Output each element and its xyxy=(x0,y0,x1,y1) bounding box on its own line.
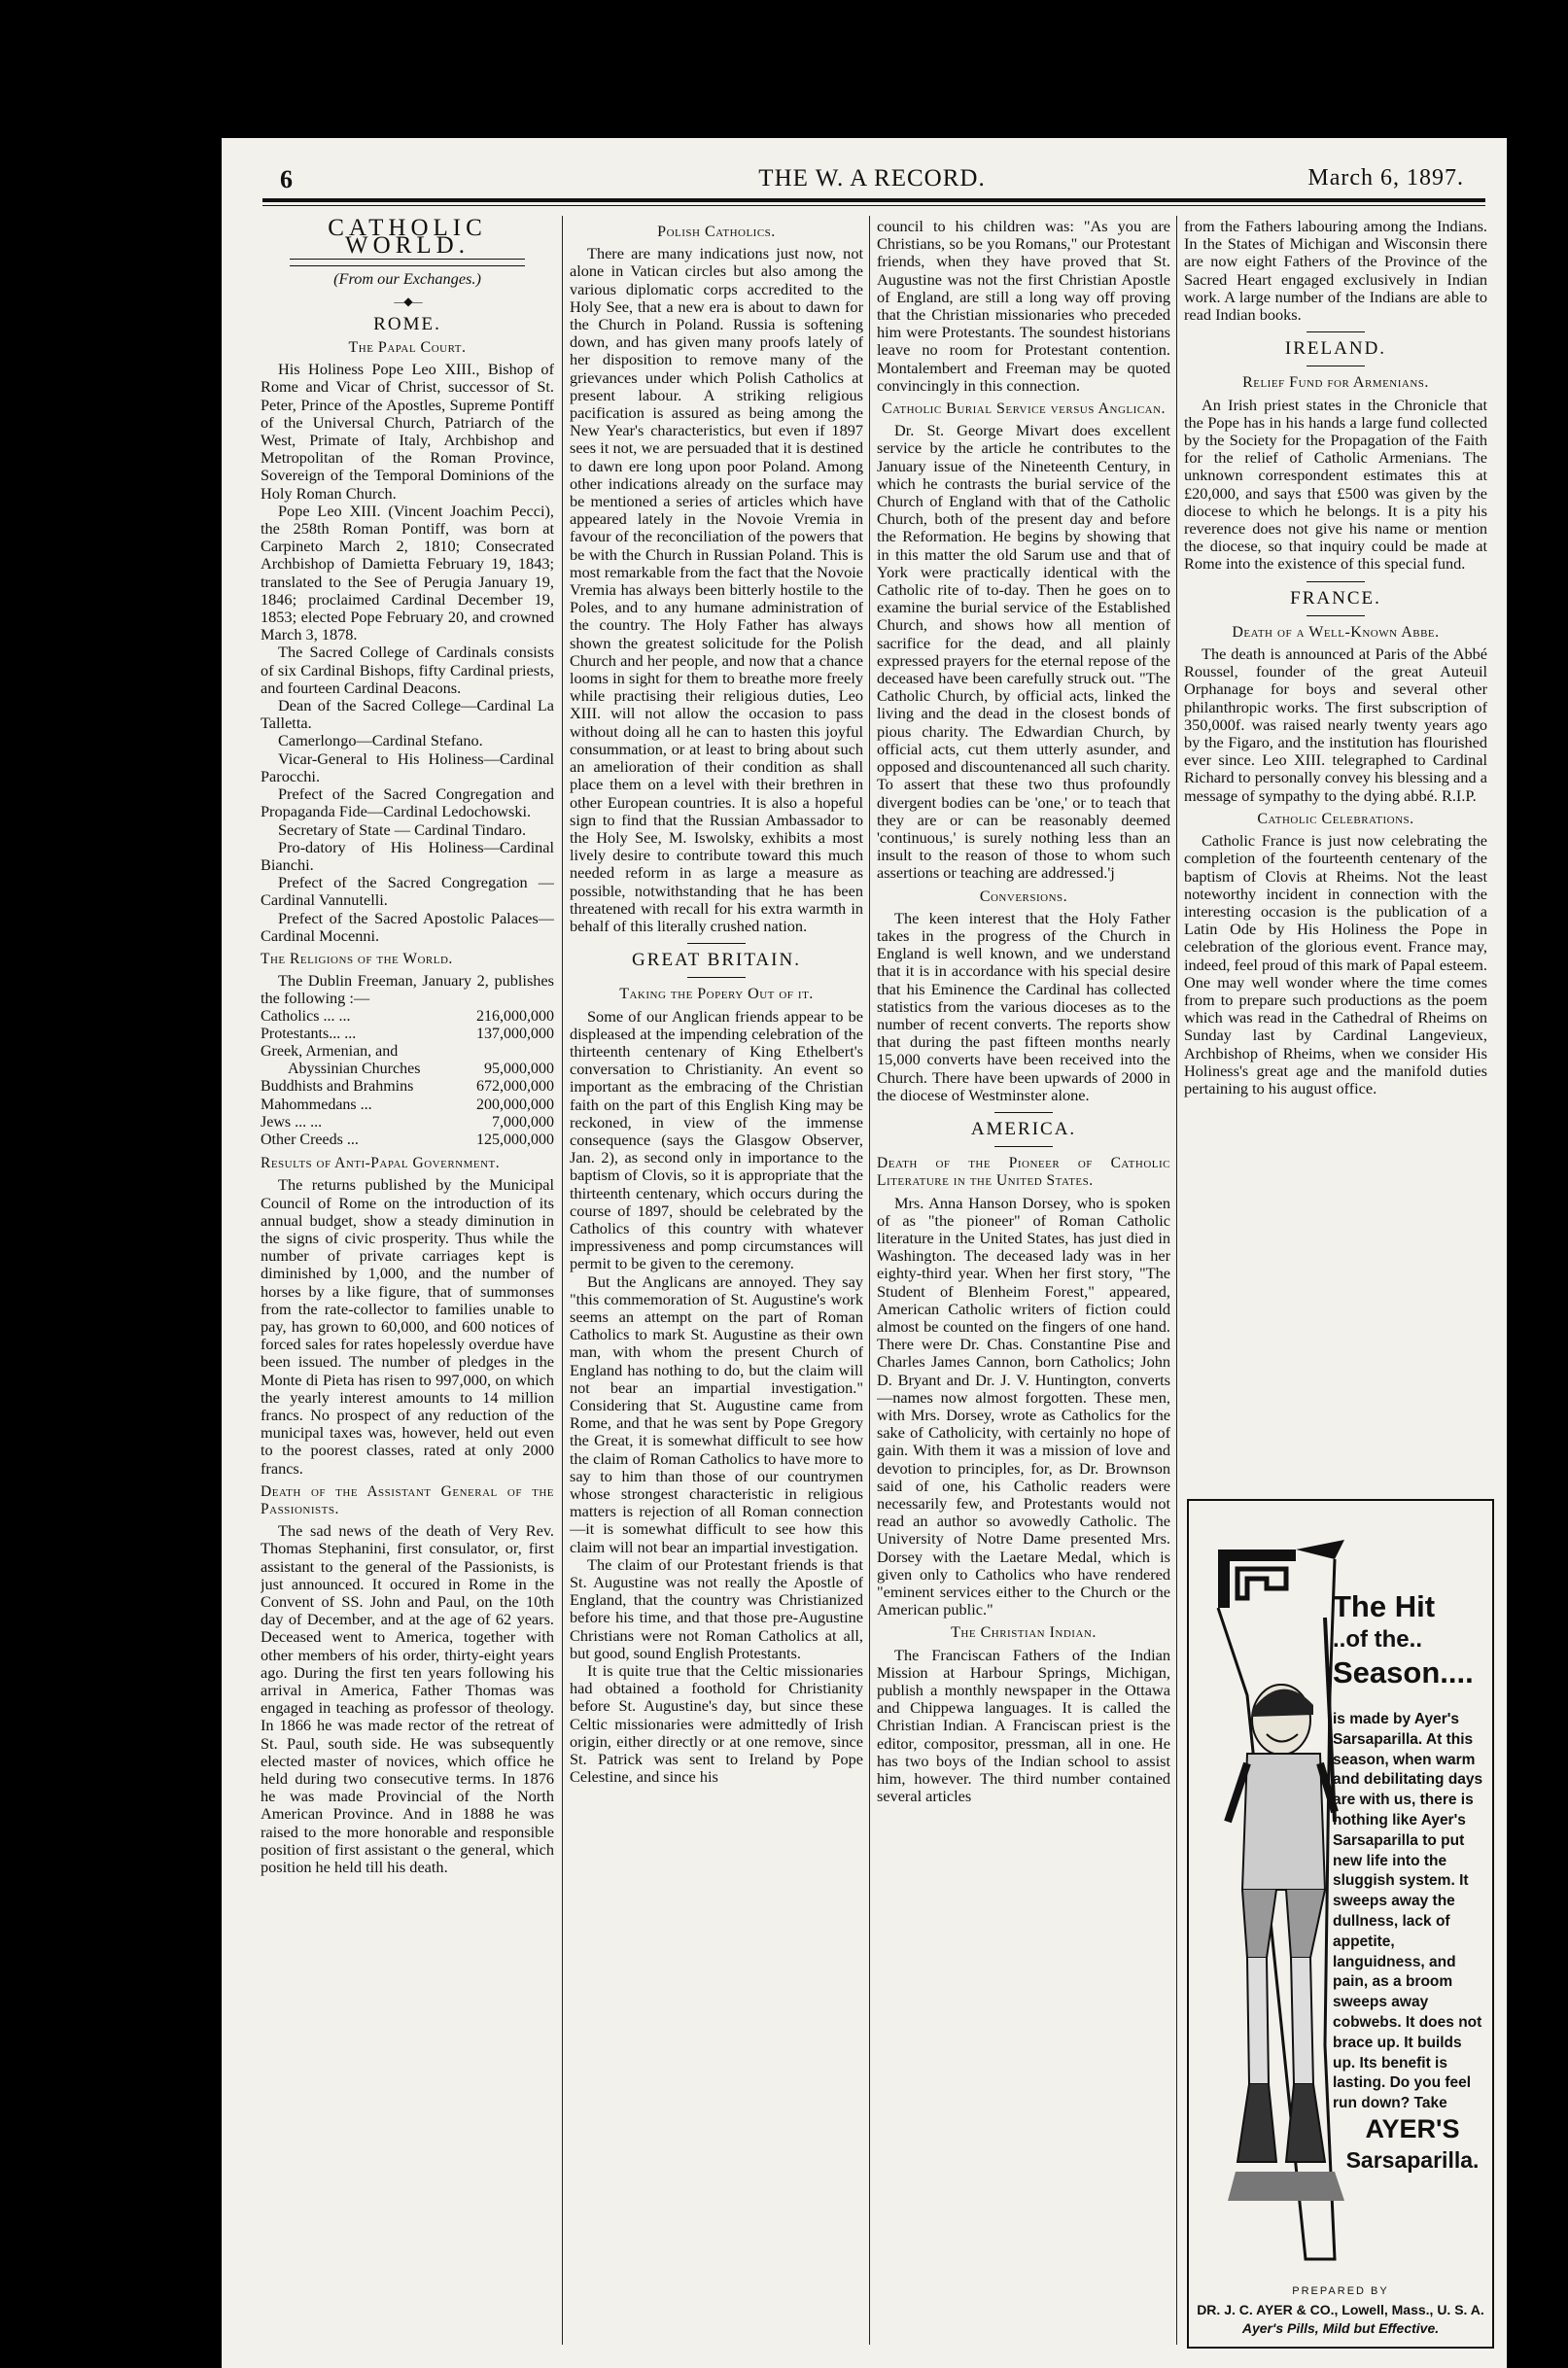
subheading-burial: Catholic Burial Service versus Anglican. xyxy=(881,400,1167,418)
column-1 xyxy=(261,218,554,2342)
ayers-advertisement xyxy=(1187,1499,1494,2349)
table-row: Buddhists and Brahmins 672,000,000 xyxy=(261,1078,554,1096)
column-3 xyxy=(877,218,1170,2342)
paragraph: Camerlongo—Cardinal Stefano. xyxy=(278,731,483,750)
page-number: 6 xyxy=(280,165,293,193)
paragraph: The Dublin Freeman, January 2, publishes the following :— xyxy=(261,971,554,1008)
separator xyxy=(1307,615,1365,616)
table-row: Other Creeds ... 125,000,000 xyxy=(261,1131,554,1148)
ad-title-line2: ..of the.. xyxy=(1333,1626,1422,1653)
paragraph: from the Fathers labouring among the Indians. In the States of Michigan and Wisconsin there are now eight Fathers of the Province of the Sacred Heart engaged exclusively in Indian work. A large number of the Indians are able to read Indian books. xyxy=(1184,218,1487,325)
paragraph: An Irish priest states in the Chronicle that the Pope has in his hands a large fund collected by the Society for the Propagation of the Faith for the relief of Catholic Armenians. The unknown correspondent estimates this at £20,000, and says that £500 was given by the diocese to which he belongs. It is a pity his reverence does not give his name or mention the diocese, so that inquiry could be made at Rome into the existence of this special fund. xyxy=(1184,395,1487,574)
separator xyxy=(1307,581,1365,582)
paragraph: There are many indications just now, not alone in Vatican circles but also among the various diplomatic corps accredited to the Holy See, that a new era is about to dawn for the Church in Poland. Russia is softening down, and has given many proofs lately of her disposition to remove many of the grievances under which Polish Catholics at present labour. A striking religious pacification is assured as being among the New Year's characteristics, but even if 1897 sees it not, we are persuaded that it is destined to dawn ere long upon poor Poland. Among other indications already on the surface may be mentioned a series of articles which have appeared lately in the Novoie Vremia in favour of the reconciliation of the powers that be with the Church in Russian Poland. This is most remarkable from the fact that the Novoie Vremia has always been bitterly hostile to the Poles, and to any humane administration of the country. The Holy Father has always shown the greatest solicitude for the Polish Church and her people, and now that a chance looms in sight for them to breathe more freely while practising their religious duties, Leo XIII. will not allow the occasion to pass without doing all he can to hasten this joyful consummation, or at least to bring about such an amelioration of their condition as shall place them on a level with their brethren in other European countries. It is also a hopeful sign to find that the Russian Ambassador to the Holy See, M. Iswolsky, exhibits a most lively desire to contribute toward this much needed reform in as large a measure as possible, notwithstanding that he has been threatened with recall for his extra warmth in behalf of this literally crushed nation. xyxy=(570,244,863,935)
subheading-pioneer: Death of the Pioneer of Catholic Literature in the United States. xyxy=(877,1155,1170,1190)
subheading-christian-indian: The Christian Indian. xyxy=(951,1624,1097,1642)
heading-france: FRANCE. xyxy=(1290,587,1381,609)
paragraph: Catholic France is just now celebrating the completion of the fourteenth centenary of the baptism of Clovis at Rheims. Not the least noteworthy incident in connection with the interesting occasion is the publication of a Latin Ode by His Holiness the Pope in celebration of the glorious event. France may, indeed, feel proud of this mark of Papal esteem. One may well wonder where the time comes from to prepare such productions as the poem which was read in the Cathedral of Rheims on Sunday last by Cardinal Langevieux, Archbishop of Rheims, when we consider His Holiness's great age and the manifold duties pertaining to his august office. xyxy=(1184,831,1487,1097)
heading-great-britain: GREAT BRITAIN. xyxy=(632,950,801,971)
paragraph: The returns published by the Municipal Council of Rome on the introduction of its annual budget, show a steady diminution in the signs of civic prosperity. Thus while the number of private carriages kept is diminished by 1,000, and the number of horses by a like figure, that of summonses from the rate-collector to families unable to pay, has grown to 60,000, and 600 notices of forced sales for rates hopelessly overdue have been issued. The number of pledges in the Monte di Pieta has risen to 997,000, on which the yearly interest amounts to 14 million francs. No prospect of any reduction of the municipal taxes was, however, held out even to the poorest classes, rated at only 2000 francs. xyxy=(261,1175,554,1478)
subheading-popery: Taking the Popery Out of it. xyxy=(619,986,814,1003)
paragraph: Pro-datory of His Holiness—Cardinal Bianchi. xyxy=(261,837,554,874)
ad-brand xyxy=(1340,2113,1485,2176)
ad-brand-line2: Sarsaparilla. xyxy=(1345,2147,1480,2173)
paragraph: Mrs. Anna Hanson Dorsey, who is spoken of as "the pioneer" of Roman Catholic literature in the United States, has just died in Washington. The deceased lady was in her eighty-third year. When her first story, "The Student of Blenheim Forest," appeared, American Catholic writers of fiction could almost be counted on the fingers of one hand. There were Dr. Chas. Constantine Pise and Charles James Cannon, born Catholics; John D. Bryant and Dr. J. V. Huntington, converts—names now almost forgotten. These men, with Mrs. Dorsey, wrote as Catholics for the sake of Catholicity, with certainly no hope of gain. With them it was a mission of love and devotion to principles, for, as Dr. Brownson said of one, his Catholic readers were necessarily few, and Protestants would not read an author so avowedly Catholic. The University of Notre Dame presented Mrs. Dorsey with the Laetare Medal, which is given only to Catholics who have rendered "eminent services either to the Church or the American public." xyxy=(877,1193,1170,1619)
newspaper-page xyxy=(222,138,1507,2368)
subheading-religions: The Religions of the World. xyxy=(261,950,453,967)
dash-ornament: —◆— xyxy=(394,294,421,308)
column-divider xyxy=(869,216,870,2345)
paragraph: Prefect of the Sacred Congregation —Cardinal Vannutelli. xyxy=(261,873,554,910)
table-row: Jews ... ... 7,000,000 xyxy=(261,1113,554,1131)
separator xyxy=(994,1146,1053,1147)
ad-title-line1: The Hit xyxy=(1333,1589,1436,1623)
source-note: (From our Exchanges.) xyxy=(333,269,481,289)
paragraph: The keen interest that the Holy Father takes in the progress of the Church in England is well known, and we understand that it is in accordance with his special desire that his Eminence the Cardinal has collected statistics from the various dioceses as to the number of recent converts. The reports show that during the past fifteen months nearly 15,000 converts have been received into the Church. There have been upwards of 2000 in the diocese of Westminster alone. xyxy=(877,908,1170,1104)
heading-ireland: IRELAND. xyxy=(1284,338,1387,360)
subheading-conversions: Conversions. xyxy=(979,888,1068,905)
paper-title: THE W. A RECORD. xyxy=(758,165,986,192)
table-row: Greek, Armenian, and xyxy=(261,1042,399,1060)
subheading-polish: Polish Catholics. xyxy=(657,224,776,240)
subheading-celebrations: Catholic Celebrations. xyxy=(1257,810,1414,827)
paragraph: Dean of the Sacred College—Cardinal La Talletta. xyxy=(261,696,554,733)
paragraph: Some of our Anglican friends appear to be displeased at the impending celebration of the thirteenth centenary of King Ethelbert's conversation to Christianity. An event so important as the embracing of the Christian faith on the part of this English King may be reckoned, in view of the immense consequence (says the Glasgow Observer, Jan. 2), as second only in importance to the baptism of Clovis, so it is appropriate that the thirteenth centenary, which occurs during the course of 1897, should be celebrated by the Catholics of this country with whatever impressiveness and pomp circumstances will permit to be given to the ceremony. xyxy=(570,1006,863,1273)
ad-brand-line1: AYER'S xyxy=(1365,2114,1460,2143)
ad-footer xyxy=(1189,2282,1492,2338)
table-row: Mahommedans ... 200,000,000 xyxy=(261,1096,554,1113)
paragraph: council to his children was: "As you are Christians, so be you Romans," our Protestant friends, when they have proved that St. Augustine was not the first Christian Apostle of England, are still a long way off proving that the Christian missionaries who preceded him were Protestants. The soundest historians leave no room for Protestant contention. Montalembert and Freeman may be quoted convincingly in this connection. xyxy=(877,218,1170,395)
ornamental-rule xyxy=(290,259,525,266)
subheading-papal-court: The Papal Court. xyxy=(348,339,467,357)
subheading-anti-papal: Results of Anti-Papal Government. xyxy=(261,1155,501,1172)
subheading-relief: Relief Fund for Armenians. xyxy=(1242,374,1429,392)
paragraph: Dr. St. George Mivart does excellent service by the article he contributes to the January issue of the Nineteenth Century, in which he contrasts the burial service of the Church of England with that of the Catholic Church, both of the present day and before the Reformation. He begins by showing that in this matter the old Sarum use and that of York were practically identical with the Catholic rite of to-day. Then he goes on to examine the burial service of the Established Church, and shows how all mention of sacrifice for the dead, and all plainly expressed prayers for the eternal repose of the deceased have been carefully struck out. "The Catholic Church, by official acts, linked the living and the dead in the closest bonds of pious charity. The Edwardian Church, by official acts, cut them utterly asunder, and opposed and discountenanced all such charity. To assert that these two thus profoundly divergent bodies can be 'one,' or to teach that they are or can be reasonably deemed 'continuous,' is surely nothing less than an insult to the reason of those to whom such assertions or teaching are addressed.'j xyxy=(877,421,1170,883)
column-divider xyxy=(562,216,563,2345)
paragraph: Prefect of the Sacred Congregation and Propaganda Fide—Cardinal Ledochowski. xyxy=(261,784,554,821)
column-2 xyxy=(570,218,863,2342)
paragraph: But the Anglicans are annoyed. They say "this commemoration of St. Augustine's work seems an attempt on the part of Roman Catholics to mark St. Augustine as their own man, with whom the present Church of England has nothing to do, but the claim will not bear an impartial investigation." Considering that St. Augustine came from Rome, and that he was sent by Pope Gregory the Great, it is somewhat difficult to see how the claim of Roman Catholics to have more to say to him than those of our countrymen whose strongest characteristic in religious matters is rejection of all Roman connection—it is somewhat difficult to see how this claim will not bear an impartial investigation. xyxy=(570,1271,863,1556)
paragraph: The sad news of the death of Very Rev. Thomas Stephanini, first consulator, or, first assistant to the general of the Passionists, is just announced. It occured in Rome in the Convent of SS. John and Paul, on the 10th day of December, and at the age of 62 years. Deceased went to America, together with other members of his order, thirty-eight years ago. During the first ten years following his arrival in America, Father Thomas was engaged in teaching as professor of theology. In 1866 he was made rector of the retreat of St. Paul, south side. He was subsequently elected master of novices, which office he held during two consecutive terms. In 1876 he was made Provincial of the North American Province. And in 1888 he was raised to the more honorable and responsible position of first assistant o the general, which position he held till his death. xyxy=(261,1521,554,1877)
issue-date: March 6, 1897. xyxy=(1307,165,1464,191)
section-title: CATHOLIC WORLD. xyxy=(328,218,487,260)
table-row: Abyssinian Churches 95,000,000 xyxy=(288,1061,554,1078)
paragraph: Pope Leo XIII. (Vincent Joachim Pecci), the 258th Roman Pontiff, was born at Carpineto March 2, 1810; Consecrated Archbishop of Damietta February 19, 1843; translated to the See of Perugia January 19, 1846; proclaimed Cardinal December 19, 1853; elected Pope February 20, and crowned March 3, 1878. xyxy=(261,501,554,644)
paragraph: It is quite true that the Celtic missionaries had obtained a foothold for Christianity before St. Augustine's day, but since these Celtic missionaries were admittedly of Irish origin, either directly or at one remove, since St. Patrick was sent to Ireland by Pope Celestine, and since his xyxy=(570,1661,863,1787)
separator xyxy=(687,977,746,978)
paragraph: The Franciscan Fathers of the Indian Mission at Harbour Springs, Michigan, publish a monthly newspaper in the Ottawa and Chippewa languages. It is called the Christian Indian. A Franciscan priest is the editor, compositor, pressman, all in one. He has two boys of the Indian school to assist him, however. The third number contained several articles xyxy=(877,1645,1170,1806)
paragraph: His Holiness Pope Leo XIII., Bishop of Rome and Vicar of Christ, successor of St. Peter, Prince of the Apostles, Supreme Pontiff of the Universal Church, Patriarch of the West, Primate of Italy, Archbishop and Metropolitan of the Roman Province, Sovereign of the Temporal Dominions of the Holy Roman Church. xyxy=(261,360,554,503)
paragraph: The death is announced at Paris of the Abbé Roussel, founder of the great Auteuil Orphanage for boys and several other philanthropic works. The first subscription of 350,000f. was raised nearly twenty years ago by the Figaro, and the institution has flourished ever since. Leo XIII. telegraphed to Cardinal Richard to personally convey his blessing and a message of sympathy to the dying abbé. R.I.P. xyxy=(1184,644,1487,805)
masthead xyxy=(261,161,1483,194)
ad-pills: Ayer's Pills, Mild but Effective. xyxy=(1241,2320,1440,2336)
paragraph: The claim of our Protestant friends is that St. Augustine was not really the Apostle of England, that the country was Christianized before his time, and that those pre-Augustine Christians were not Roman Catholics at all, but good, sound English Protestants. xyxy=(570,1554,863,1662)
table-row: Catholics ... ... 216,000,000 xyxy=(261,1007,554,1025)
table-row: Protestants... ... 137,000,000 xyxy=(261,1025,554,1042)
column-divider xyxy=(1176,216,1177,2345)
heading-america: AMERICA. xyxy=(970,1118,1077,1139)
paragraph: Prefect of the Sacred Apostolic Palaces—Cardinal Mocenni. xyxy=(261,908,554,945)
masthead-rule xyxy=(262,198,1485,206)
paragraph: Secretary of State — Cardinal Tindaro. xyxy=(278,819,527,839)
ad-prepared-by: PREPARED BY xyxy=(1292,2285,1389,2297)
separator xyxy=(687,943,746,944)
subheading-death-passionist: Death of the Assistant General of the Passionists. xyxy=(261,1482,554,1518)
ad-title-line3: Season.... xyxy=(1333,1655,1474,1689)
ad-body-text: is made by Ayer's Sarsaparilla. At this season, when warm and debilitating days are with us, there is nothing like Ayer's Sarsaparilla to put new life into the sluggish system. It sweeps away the dullness, lack of appetite, languidness, and pain, as a broom sweeps away cobwebs. It does not brace up. It builds up. Its benefit is lasting. Do you feel run down? Take xyxy=(1333,1711,1483,2112)
paragraph: Vicar-General to His Holiness—Cardinal Parocchi. xyxy=(261,749,554,785)
separator xyxy=(1307,331,1365,332)
ad-maker: DR. J. C. AYER & CO., Lowell, Mass., U. S. A. xyxy=(1197,2302,1484,2317)
column-4 xyxy=(1184,218,1487,1481)
paragraph: The Sacred College of Cardinals consists of six Cardinal Bishops, fifty Cardinal priests, and fourteen Cardinal Deacons. xyxy=(261,643,554,697)
subheading-abbe: Death of a Well-Known Abbe. xyxy=(1232,623,1440,641)
heading-rome: ROME. xyxy=(373,313,441,334)
religions-table xyxy=(261,1008,554,1150)
ad-headline xyxy=(1333,1590,1474,1689)
separator xyxy=(994,1112,1053,1113)
